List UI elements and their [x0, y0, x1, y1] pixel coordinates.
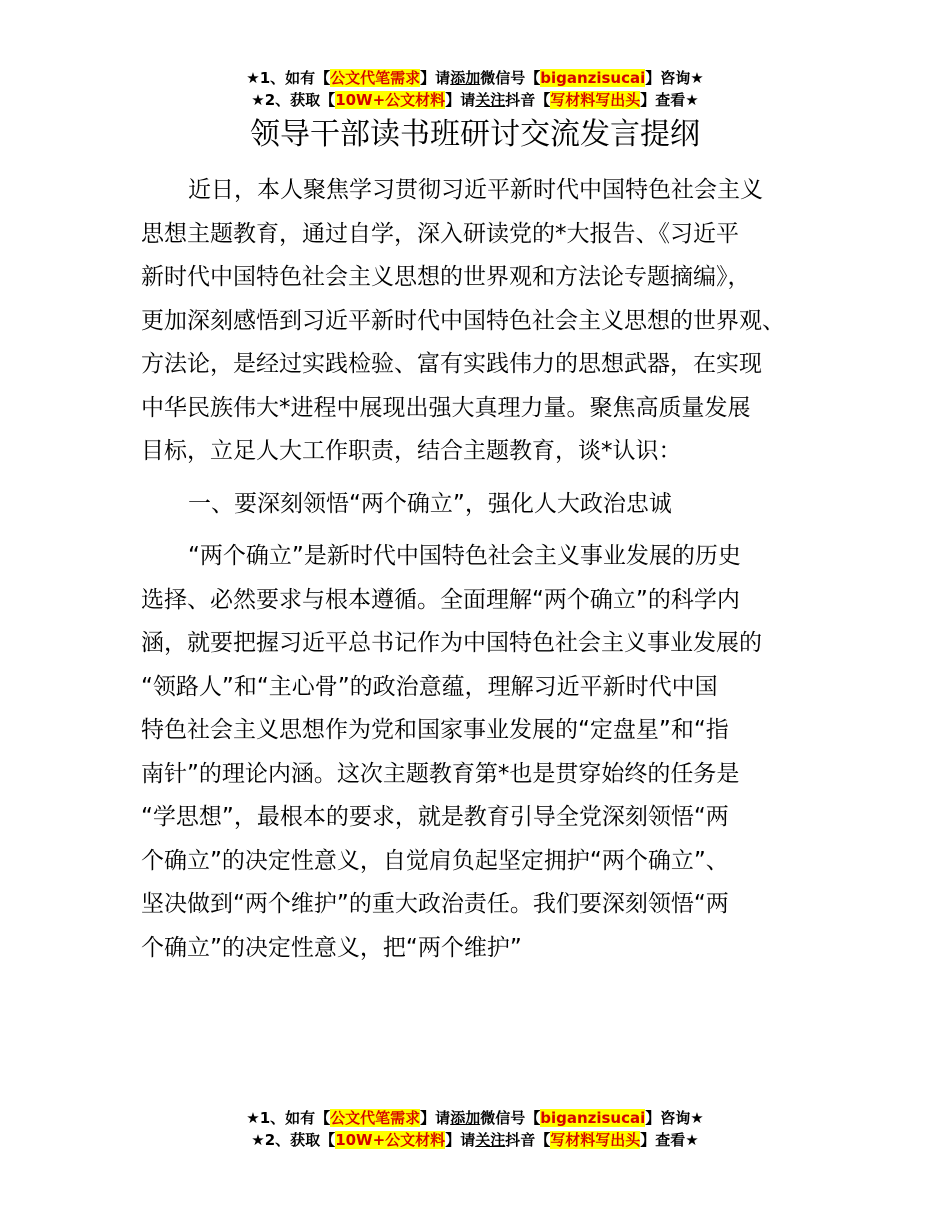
paragraph-gap	[141, 526, 831, 535]
banner-highlight: biganzisucai	[540, 1109, 646, 1127]
banner-highlight: 10W+公文材料	[335, 91, 446, 109]
banner-highlight: biganzisucai	[540, 69, 646, 87]
banner-text: ★1、如有【	[246, 69, 331, 87]
banner-line-2	[0, 1129, 950, 1151]
banner-text: 】查看★	[640, 1131, 699, 1149]
banner-highlight: 10W+公文材料	[335, 1131, 446, 1149]
banner-line-1	[0, 1107, 950, 1129]
body-line: 思想主题教育，通过自学，深入研读党的*大报告、《习近平	[141, 220, 739, 247]
body-line: 个确立”的决定性意义，自觉肩负起坚定拥护“两个确立”、	[141, 847, 729, 874]
banner-text: 抖音【	[505, 91, 551, 109]
banner-underline: 关注	[475, 1131, 506, 1149]
banner-text: 抖音【	[505, 1131, 551, 1149]
banner-line-1	[0, 67, 950, 89]
body-line: 选择、必然要求与根本遵循。全面理解“两个确立”的科学内	[141, 586, 740, 613]
body-line: 特色社会主义思想作为党和国家事业发展的“定盘星”和“指	[141, 717, 729, 743]
body-line: 更加深刻感悟到习近平新时代中国特色社会主义思想的世界观、	[141, 307, 785, 334]
banner-text: 】请	[445, 91, 476, 109]
banner-underline: 添加	[450, 69, 481, 87]
body-line: 坚决做到“两个维护”的重大政治责任。我们要深刻领悟“两	[141, 891, 729, 917]
body-line: “两个确立”是新时代中国特色社会主义事业发展的历史	[188, 543, 741, 569]
paragraph-gap	[141, 474, 831, 483]
banner-highlight: 公文代笔需求	[330, 1109, 421, 1127]
footer-banner	[0, 1107, 950, 1151]
banner-underline: 添加	[450, 1109, 481, 1127]
banner-text: 微信号【	[480, 1109, 541, 1127]
banner-text: ★2、获取【	[251, 91, 336, 109]
body-line: 个确立”的决定性意义，把“两个维护”	[141, 934, 522, 961]
body-line: 南针”的理论内涵。这次主题教育第*也是贯穿始终的任务是	[141, 760, 740, 787]
section-heading: 一、要深刻领悟“两个确立”，强化人大政治忠诚	[188, 490, 672, 517]
banner-text: 】请	[445, 1131, 476, 1149]
banner-text: 】咨询★	[645, 1109, 704, 1127]
banner-line-2	[0, 89, 950, 111]
body-line: 中华民族伟大*进程中展现出强大真理力量。聚焦高质量发展	[141, 394, 751, 421]
document-body	[141, 169, 831, 970]
body-line: 涵，就要把握习近平总书记作为中国特色社会主义事业发展的	[141, 630, 762, 656]
banner-highlight: 写材料写出头	[550, 91, 641, 109]
banner-highlight: 写材料写出头	[550, 1131, 641, 1149]
banner-text: 】查看★	[640, 91, 699, 109]
body-line: 目标，立足人大工作职责，结合主题教育，谈*认识：	[141, 438, 682, 464]
body-line: 方法论，是经过实践检验、富有实践伟力的思想武器，在实现	[141, 351, 762, 377]
banner-text: 】请	[420, 1109, 451, 1127]
body-line: 新时代中国特色社会主义思想的世界观和方法论专题摘编》，	[141, 264, 751, 290]
banner-text: 】咨询★	[645, 69, 704, 87]
body-line: “领路人”和“主心骨”的政治意蕴，理解习近平新时代中国	[141, 673, 718, 700]
banner-highlight: 公文代笔需求	[330, 69, 421, 87]
banner-text: 】请	[420, 69, 451, 87]
document-title: 领导干部读书班研讨交流发言提纲	[250, 117, 700, 152]
header-banner	[0, 67, 950, 111]
banner-text: 微信号【	[480, 69, 541, 87]
body-line: 近日，本人聚焦学习贯彻习近平新时代中国特色社会主义	[188, 177, 763, 203]
body-line: “学思想”，最根本的要求，就是教育引导全党深刻领悟“两	[141, 804, 729, 830]
banner-text: ★1、如有【	[246, 1109, 331, 1127]
banner-underline: 关注	[475, 91, 506, 109]
banner-text: ★2、获取【	[251, 1131, 336, 1149]
